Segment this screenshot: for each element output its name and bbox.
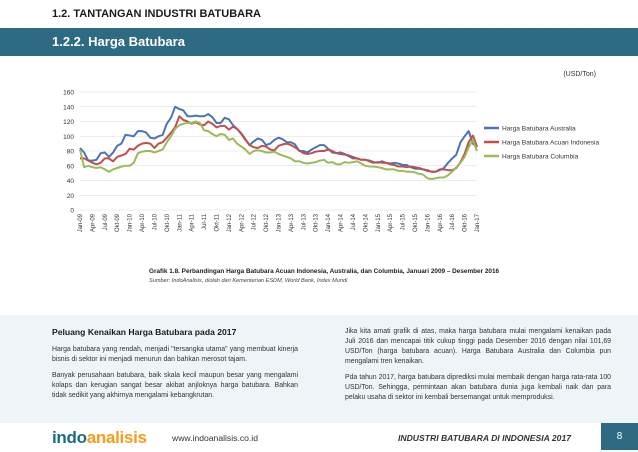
section-title: 1.2. TANTANGAN INDUSTRI BATUBARA <box>52 8 261 20</box>
unit-label: (USD/Ton) <box>563 71 596 78</box>
caption-title: Grafik 1.8. Perbandingan Harga Batubara Acuan Indonesia, Australia, dan Columbia, Januari 2009 – Desember 2016 <box>149 268 500 275</box>
y-tick-label: 60 <box>66 163 74 171</box>
legend-label: Harga Batubara Acuan Indonesia <box>502 139 600 147</box>
text-panel <box>0 315 638 423</box>
y-tick-label: 80 <box>66 148 74 156</box>
x-tick-label: Okt-10 <box>164 214 171 233</box>
y-tick-label: 0 <box>70 207 74 215</box>
chart-series-lines <box>80 107 477 179</box>
y-tick-label: 40 <box>66 178 74 185</box>
x-tick-label: Jan-17 <box>475 214 481 233</box>
x-tick-label: Jul-14 <box>350 214 357 231</box>
legend-label: Harga Batubara Australia <box>502 125 576 133</box>
subsection-title: 1.2.2. Harga Batubara <box>52 34 185 49</box>
x-tick-label: Jul-13 <box>301 214 308 231</box>
left-heading: Peluang Kenaikan Harga Batubara pada 2017 <box>52 327 237 337</box>
legend-label: Harga Batubara Columbia <box>502 153 579 161</box>
x-tick-label: Jul-15 <box>400 214 407 231</box>
x-tick-label: Apr-15 <box>388 214 395 233</box>
y-tick-label: 100 <box>63 133 74 141</box>
x-tick-label: Jan-13 <box>276 214 283 233</box>
x-tick-label: Jul-10 <box>152 214 159 231</box>
x-tick-label: Jul-11 <box>202 214 209 230</box>
x-tick-label: Okt-15 <box>412 214 419 233</box>
x-tick-label: Jan-09 <box>78 214 84 233</box>
subsection-banner <box>0 28 638 56</box>
x-tick-label: Apr-14 <box>338 214 345 233</box>
y-axis-ticks <box>63 90 74 215</box>
footer <box>0 423 638 452</box>
left-paragraph-2: Banyak perusahaan batubara, baik skala kecil maupun besar yang mengalami kolaps dan kerugian sangat besar akibat anjloknya harga batubara. Bahkan tidak sedikit yang akhirnya mengalami kebangkrutan. <box>52 372 298 399</box>
y-tick-label: 140 <box>63 104 74 112</box>
caption-source: Sumber: IndoAnalisis, diolah dari Kementerian ESDM, World Bank, Index Mundi <box>149 278 348 284</box>
chart-gridlines <box>80 92 477 210</box>
x-tick-label: Okt-09 <box>115 214 122 233</box>
right-paragraph-2: Pda tahun 2017, harga batubara diprediksi mulai membaik dengan harga rata-rata 100 USD/Ton. Sehingga, permintaan akan batubara dunia juga kembali naik dan para pelaku usaha di sektor ini kembali bersemangat untuk memproduksi. <box>345 374 611 401</box>
right-column <box>345 327 611 409</box>
left-paragraph-1: Harga batubara yang rendah, menjadi "tersangka utama" yang membuat kinerja bisnis di sektor ini menjadi menurun dan bahkan merosot tajam. <box>52 346 298 363</box>
x-tick-label: Jan-12 <box>226 214 233 233</box>
x-tick-label: Apr-10 <box>140 214 147 233</box>
x-tick-label: Jan-15 <box>375 214 382 233</box>
x-tick-label: Okt-13 <box>313 214 320 233</box>
x-tick-label: Jan-14 <box>326 214 333 233</box>
series-line-2 <box>80 116 477 171</box>
x-tick-label: Okt-14 <box>363 214 370 233</box>
x-tick-label: Jul-12 <box>251 214 258 231</box>
x-tick-label: Jan-10 <box>127 214 134 233</box>
coal-price-line-chart <box>0 56 638 268</box>
chart-legend <box>484 125 599 160</box>
x-tick-label: Okt-12 <box>264 214 271 233</box>
x-tick-label: Apr-11 <box>189 214 196 232</box>
x-tick-label: Okt-11 <box>214 214 221 232</box>
y-tick-label: 160 <box>63 89 74 97</box>
x-tick-label: Apr-13 <box>288 214 295 233</box>
series-line-1 <box>80 107 477 172</box>
x-tick-label: Okt-16 <box>462 214 469 233</box>
right-paragraph-1: Jika kita amati grafik di atas, maka harga batubara mulai mengalami kenaikan pada Juli 2016 dan mencapai titik cukup tinggi pada Desember 2016 dengan nilai 101,69 USD/Ton (harga batubara acuan). Harga Batubara Australia dan Columbia pun mengalami tren kenaikan. <box>345 328 611 365</box>
chart-caption <box>149 268 500 284</box>
x-tick-label: Jan-16 <box>425 214 432 233</box>
report-title: INDUSTRI BATUBARA DI INDONESIA 2017 <box>398 433 572 443</box>
logo-text-analisis: analisis <box>86 428 147 447</box>
x-axis-ticks <box>78 213 481 232</box>
x-tick-label: Jul-09 <box>102 214 109 231</box>
x-tick-label: Jul-16 <box>450 214 457 231</box>
left-column <box>52 327 298 407</box>
y-tick-label: 20 <box>66 192 74 200</box>
website-link[interactable]: www.indoanalisis.co.id <box>172 433 258 443</box>
y-tick-label: 120 <box>63 119 74 126</box>
x-tick-label: Apr-16 <box>437 214 444 233</box>
indoanalisis-logo <box>52 428 147 448</box>
x-tick-label: Apr-09 <box>90 214 97 233</box>
x-tick-label: Apr-12 <box>239 214 246 233</box>
logo-text-indo: indo <box>52 428 87 447</box>
x-tick-label: Jan-11 <box>177 214 184 232</box>
page-number: 8 <box>601 423 638 450</box>
